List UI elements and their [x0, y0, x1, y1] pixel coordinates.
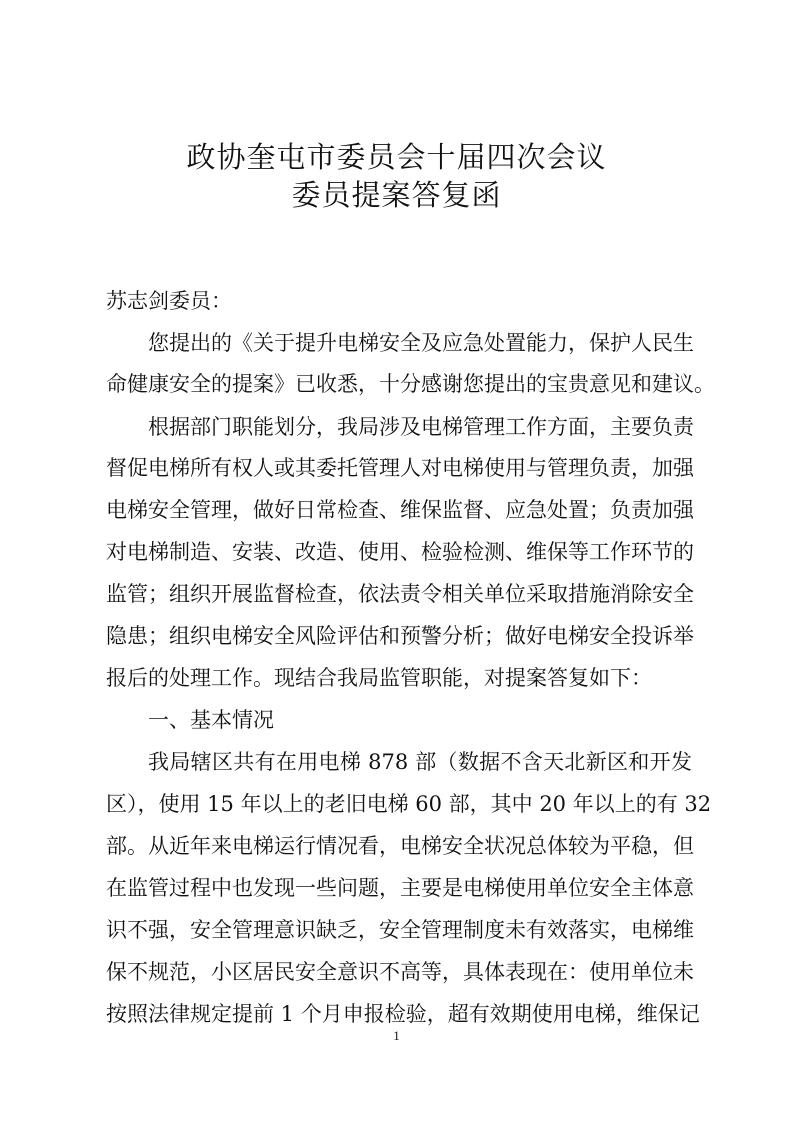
body-line: 隐患；组织电梯安全风险评估和预警分析；做好电梯安全投诉举 — [106, 624, 694, 648]
body-line: 根据部门职能划分，我局涉及电梯管理工作方面，主要负责 — [148, 415, 694, 439]
body-line: 部。从近年来电梯运行情况看，电梯安全状况总体较为平稳，但 — [106, 834, 694, 858]
body-line: 我局辖区共有在用电梯 878 部（数据不含天北新区和开发 — [148, 750, 692, 774]
body-line: 区），使用 15 年以上的老旧电梯 60 部，其中 20 年以上的有 32 — [106, 792, 712, 816]
body-line: 按照法律规定提前 1 个月申报检验，超有效期使用电梯，维保记 — [106, 1002, 700, 1026]
section-heading: 一、基本情况 — [148, 708, 274, 732]
body-line: 在监管过程中也发现一些问题，主要是电梯使用单位安全主体意 — [106, 876, 694, 900]
body-line: 报后的处理工作。现结合我局监管职能，对提案答复如下： — [106, 666, 652, 690]
body-line: 保不规范，小区居民安全意识不高等，具体表现在：使用单位未 — [106, 960, 694, 984]
body-line: 您提出的《关于提升电梯安全及应急处置能力，保护人民生 — [148, 331, 694, 355]
body-line: 识不强，安全管理意识缺乏，安全管理制度未有效落实，电梯维 — [106, 918, 694, 942]
body-line: 对电梯制造、安装、改造、使用、检验检测、维保等工作环节的 — [106, 540, 694, 564]
body-line: 命健康安全的提案》已收悉，十分感谢您提出的宝贵意见和建议。 — [106, 372, 715, 396]
body-line: 电梯安全管理，做好日常检查、维保监督、应急处置；负责加强 — [106, 498, 694, 522]
body-line: 督促电梯所有权人或其委托管理人对电梯使用与管理负责，加强 — [106, 456, 694, 480]
document-title-line-1: 政协奎屯市委员会十届四次会议 — [186, 140, 607, 174]
body-line: 监管；组织开展监督检查，依法责令相关单位采取措施消除安全 — [106, 582, 694, 606]
document-title-line-2: 委员提案答复函 — [291, 178, 502, 212]
page-number: 1 — [393, 1028, 400, 1043]
salutation: 苏志剑委员： — [106, 289, 232, 313]
